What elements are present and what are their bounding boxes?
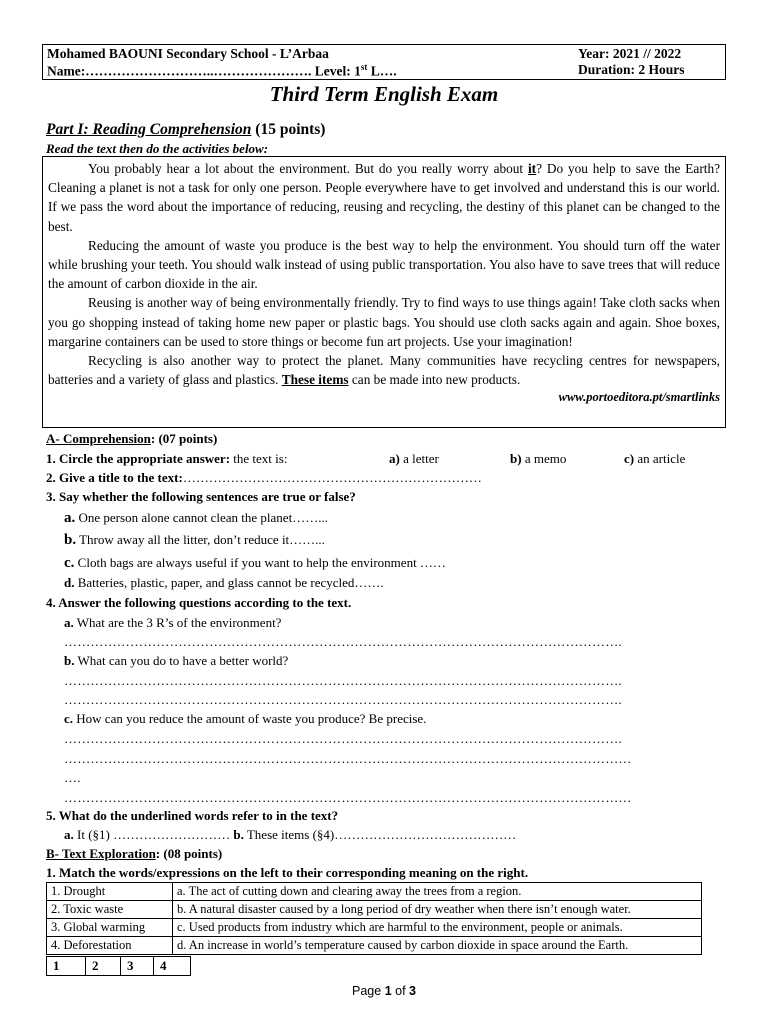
opt-letter: c) (624, 451, 635, 466)
answer-line[interactable]: ………………………………………………………………………………………………………………. (64, 731, 622, 746)
p1-a: You probably hear a lot about the environment. But do you really worry about (88, 161, 528, 176)
page-total: 3 (409, 984, 416, 998)
question-b1: 1. Match the words/expressions on the left to their corresponding meaning on the right. (46, 865, 529, 880)
q4-b (64, 653, 288, 669)
q1-option-c[interactable] (624, 451, 685, 467)
question-4: 4. Answer the following questions according to the text. (46, 595, 352, 610)
term-cell: 2. Toxic waste (47, 901, 173, 919)
part1-label: Part I: Reading Comprehension (46, 121, 252, 138)
student-name-level (47, 62, 397, 80)
meaning-cell: b. A natural disaster caused by a long period of dry weather when there isn’t enough water. (173, 901, 702, 919)
q3-item-c (64, 555, 446, 572)
answer-cell[interactable]: 1 (47, 957, 86, 976)
item-letter: b. (64, 532, 77, 548)
answer-line[interactable]: ………………………………………………………………………………………………………………. (64, 634, 622, 649)
q3-item-d (64, 575, 384, 591)
section-a-points: : (07 points) (150, 431, 218, 446)
page-current: 1 (384, 984, 392, 998)
question-2 (46, 470, 482, 486)
school-year: Year: 2021 // 2022 (578, 46, 682, 61)
item-text: One person alone cannot clean the planet……... (75, 510, 328, 525)
paragraph-4 (48, 351, 720, 389)
table-row (47, 901, 702, 919)
item-letter: d. (64, 575, 75, 590)
item-text: Throw away all the litter, don’t reduce it……... (76, 532, 325, 547)
level-sup: st (360, 62, 368, 72)
exam-title: Third Term English Exam (269, 82, 499, 106)
table-row (47, 937, 702, 955)
meaning-cell: c. Used products from industry which are harmful to the environment, people or animals. (173, 919, 702, 937)
table-row (47, 957, 191, 976)
p4-b: can be made into new products. (348, 372, 521, 388)
meaning-cell: a. The act of cutting down and clearing away the trees from a region. (173, 883, 702, 901)
level-end: L…. (367, 63, 397, 79)
term-cell: 3. Global warming (47, 919, 173, 937)
name-field: Name:………………………..…………………. Level: 1 (47, 63, 361, 79)
opt-text: a letter (399, 451, 439, 466)
answer-cell[interactable]: 3 (121, 957, 154, 976)
meaning-cell: d. An increase in world’s temperature caused by carbon dioxide in space around the Earth. (173, 937, 702, 955)
question-3: 3. Say whether the following sentences are true or false? (46, 489, 356, 504)
paragraph-3: Reusing is another way of being environmentally friendly. Try to find ways to use things again! Take cloth sacks when you go shopping instead of taking home new paper or plastic bags. You should use cloth sacks again and again. Shoe boxes, margarine containers can be used to store things or become fun art projects. Use your imagination! (48, 295, 720, 349)
exam-duration: Duration: 2 Hours (578, 62, 685, 77)
q3-item-b (64, 532, 325, 549)
q2-label: 2. Give a title to the text: (46, 470, 183, 485)
q1-option-b[interactable] (510, 451, 566, 467)
paragraph-1 (48, 159, 720, 236)
item-text: Batteries, plastic, paper, and glass cannot be recycled……. (74, 575, 384, 590)
q5-a-letter: a. (64, 827, 74, 842)
item-text: Cloth bags are always useful if you want to help the environment …… (74, 555, 446, 570)
matching-table (46, 882, 702, 955)
opt-letter: a) (389, 451, 400, 466)
section-a-label: A- Comprehension (46, 431, 151, 446)
q5-a-text[interactable]: It (§1) ……………………… (73, 827, 234, 842)
school-name: Mohamed BAOUNI Secondary School - L’Arbaa (47, 46, 329, 61)
section-b-label: B- Text Exploration (46, 846, 156, 861)
exam-header (42, 44, 726, 80)
part1-instruction: Read the text then do the activities below: (46, 141, 269, 156)
page-number (0, 984, 768, 998)
item-letter: c. (64, 555, 75, 571)
section-b-points: : (08 points) (155, 846, 223, 861)
section-a-heading (46, 431, 217, 447)
q3-item-a (64, 510, 328, 527)
question-5: 5. What do the underlined words refer to in the text? (46, 808, 339, 823)
term-cell: 1. Drought (47, 883, 173, 901)
q-text: What can you do to have a better world? (74, 653, 289, 668)
reading-text (42, 156, 726, 428)
opt-letter: b) (510, 451, 522, 466)
part1-heading (46, 121, 325, 139)
q-text: How can you reduce the amount of waste you produce? Be precise. (73, 711, 427, 726)
q-letter: b. (64, 653, 75, 668)
opt-text: an article (634, 451, 686, 466)
paragraph-2: Reducing the amount of waste you produce is the best way to help the environment. You should turn off the water while brushing your teeth. You should walk instead of using public transportation. You also have to save trees that will reduce the amount of carbon dioxide in the air. (48, 237, 720, 292)
q4-a (64, 615, 281, 631)
answer-line[interactable]: ………………………………………………………………………………………………………………… (64, 751, 632, 766)
q2-answer-line[interactable]: …………………………………………………………… (182, 470, 482, 485)
part1-points: (15 points) (251, 121, 326, 138)
q-text: What are the 3 R’s of the environment? (73, 615, 282, 630)
underlined-these-items: These items (281, 372, 349, 388)
table-row (47, 919, 702, 937)
q5-b-letter: b. (233, 827, 244, 842)
table-row (47, 883, 702, 901)
q5-answers (64, 827, 516, 843)
answer-cell[interactable]: 4 (154, 957, 191, 976)
page-of: of (391, 984, 410, 998)
q1-stem: the text is: (230, 451, 288, 466)
opt-text: a memo (521, 451, 567, 466)
p1-b: ? Do you help to save the Earth? Cleaning a planet is not a task for only one person. People everywhere have to get involved and understand this is our world. If we pass the word about the importance of reducing, reusing and recycling, the destiny of this planet can be changed to the best. (48, 161, 721, 234)
q5-b-text[interactable]: These items (§4)…………………………………… (243, 827, 517, 842)
answer-grid (46, 956, 191, 976)
underlined-it: it (527, 161, 537, 176)
page-word: Page (352, 984, 385, 998)
answer-line[interactable]: ………………………………………………………………………………………………………………. (64, 692, 622, 707)
text-source: www.portoeditora.pt/smartlinks (558, 390, 720, 405)
term-cell: 4. Deforestation (47, 937, 173, 955)
item-letter: a. (64, 510, 76, 526)
answer-line[interactable]: ………………………………………………………………………………………………………………. (64, 673, 622, 688)
answer-line[interactable]: ………………………………………………………………………………………………………………… (64, 790, 632, 805)
q-letter: a. (64, 615, 74, 630)
answer-cell[interactable]: 2 (86, 957, 121, 976)
q1-option-a[interactable] (389, 451, 439, 467)
q1-label: 1. Circle the appropriate answer: (46, 451, 231, 466)
answer-line[interactable]: …. (64, 770, 81, 785)
q4-c (64, 711, 426, 727)
section-b-heading (46, 846, 222, 862)
p4-a: Recycling is also another way to protect the planet. Many communities have recycling centres for newspapers, batteries and a variety of glass and plastics. (48, 353, 720, 388)
q-letter: c. (64, 711, 74, 726)
question-1 (46, 451, 287, 467)
